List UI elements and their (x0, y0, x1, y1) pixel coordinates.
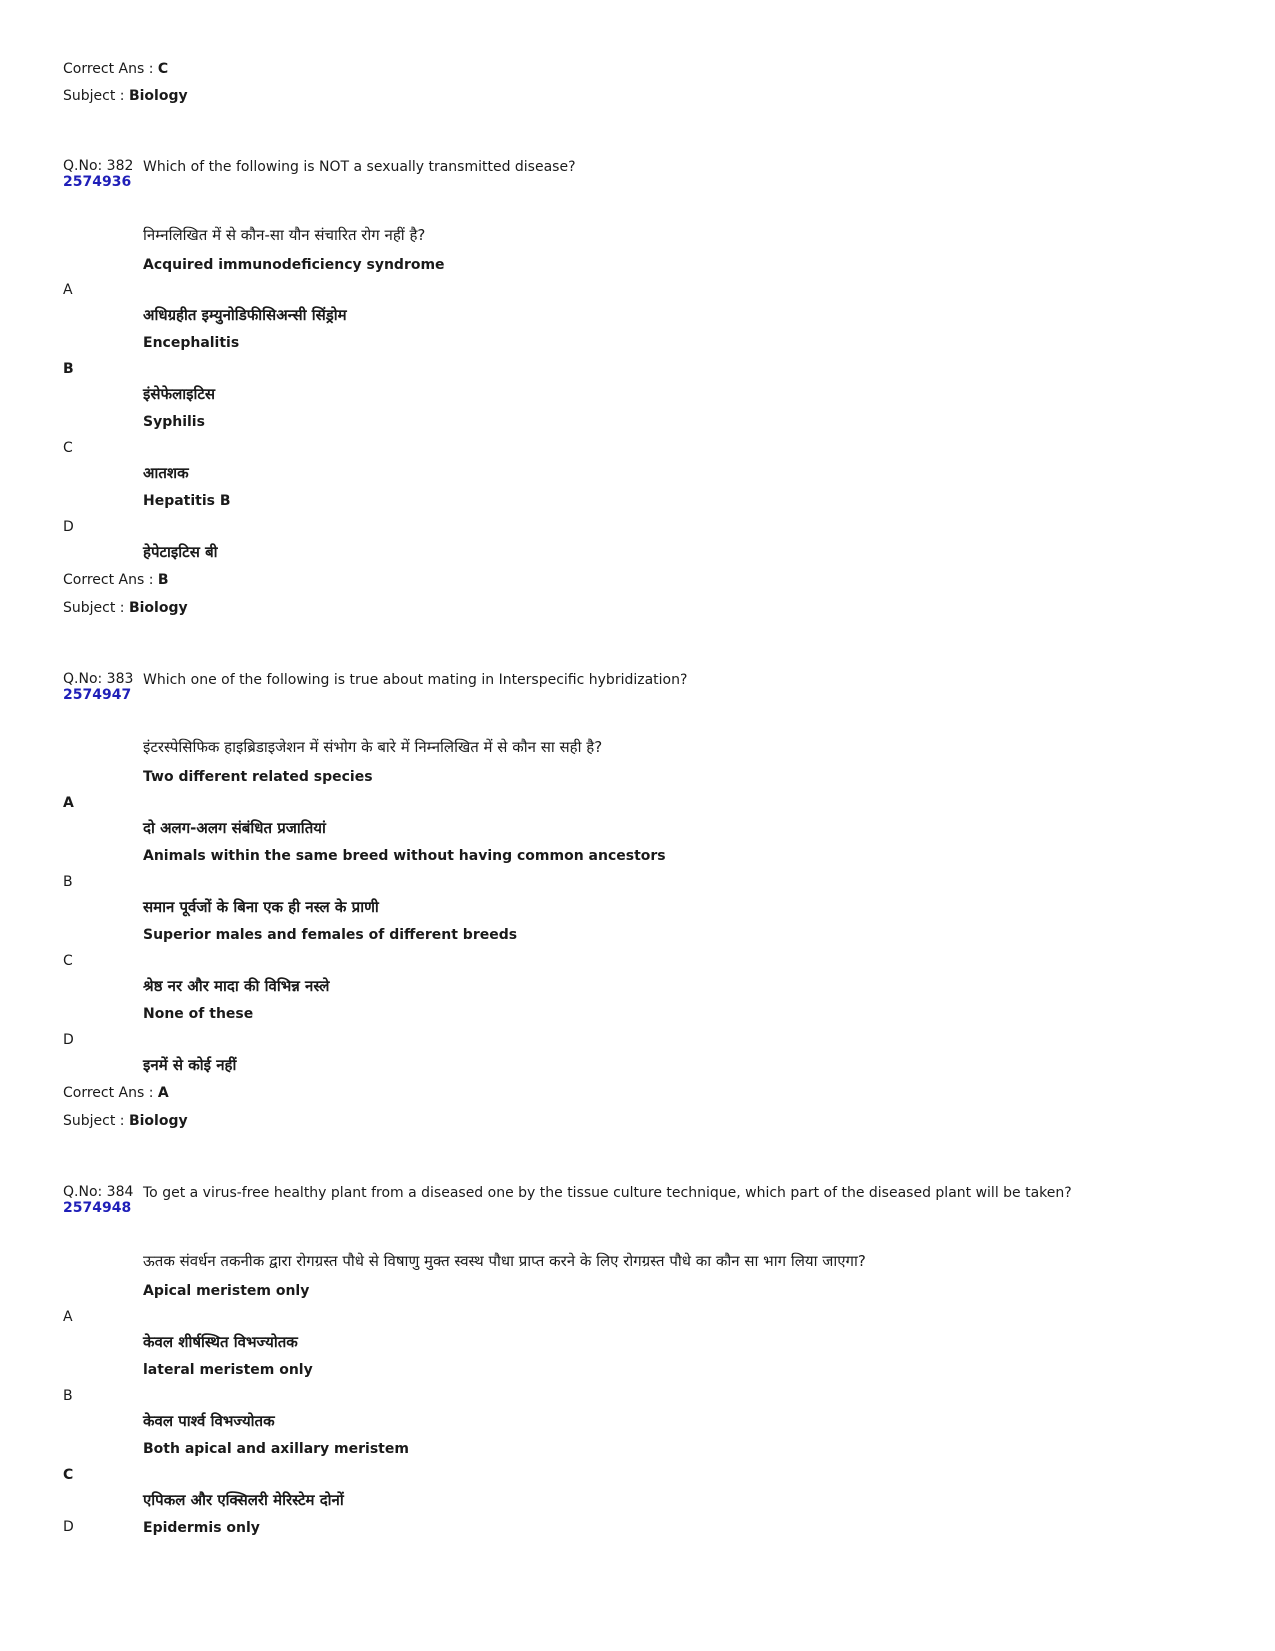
option-text: None of these (143, 1006, 254, 1022)
option-letter: A (63, 282, 73, 298)
option-letter: D (63, 519, 74, 535)
option-text-hindi: केवल पार्श्व विभज्योतक (143, 1412, 275, 1430)
question-number: Q.No: 383 (63, 671, 134, 687)
option-text: Animals within the same breed without having common ancestors (143, 848, 666, 864)
option-letter: D (63, 1032, 74, 1048)
option-text: Two different related species (143, 769, 373, 785)
question-text-hindi: इंटरस्पेसिफिक हाइब्रिडाइजेशन में संभोग के बारे में निम्नलिखित में से कौन सा सही है? (143, 738, 603, 756)
option-letter: C (63, 440, 73, 456)
option-text: Both apical and axillary meristem (143, 1441, 409, 1457)
option-text-hindi: इनमें से कोई नहीं (143, 1056, 237, 1074)
option-text: Superior males and females of different breeds (143, 927, 518, 943)
option-text-hindi: समान पूर्वजों के बिना एक ही नस्ल के प्राणी (143, 898, 379, 916)
question-id: 2574947 (63, 687, 132, 703)
question-text-hindi: ऊतक संवर्धन तकनीक द्वारा रोगग्रस्त पौधे से विषाणु मुक्त स्वस्थ पौधा प्राप्त करने के लिए रोगग्रस्त पौधे का कौन सा भाग लिया जाएगा? (143, 1252, 866, 1270)
option-letter: B (63, 1388, 73, 1404)
option-letter: D (63, 1519, 74, 1535)
question-id: 2574936 (63, 174, 132, 190)
option-text-hindi: श्रेष्ठ नर और मादा की विभिन्न नस्ले (143, 977, 330, 995)
option-text-hindi: इंसेफेलाइटिस (143, 385, 216, 403)
question-text-hindi: निम्नलिखित में से कौन-सा यौन संचारित रोग नहीं है? (143, 226, 426, 244)
option-letter: C (63, 1467, 74, 1483)
question-text: To get a virus-free healthy plant from a diseased one by the tissue culture technique, which part of the diseased plant will be taken? (143, 1185, 1072, 1201)
option-text: Epidermis only (143, 1520, 260, 1536)
question-number: Q.No: 384 (63, 1184, 134, 1200)
option-letter: B (63, 361, 74, 377)
subject: Subject : Biology (63, 600, 188, 616)
question-text: Which of the following is NOT a sexually transmitted disease? (143, 159, 576, 175)
question-id: 2574948 (63, 1200, 132, 1216)
option-text-hindi: दो अलग-अलग संबंधित प्रजातियां (143, 819, 326, 837)
option-letter: A (63, 795, 74, 811)
subject: Subject : Biology (63, 1113, 188, 1129)
option-text: Acquired immunodeficiency syndrome (143, 257, 445, 273)
option-text: Hepatitis B (143, 493, 231, 509)
option-letter: B (63, 874, 73, 890)
option-text-hindi: आतशक (143, 464, 189, 482)
correct-answer: Correct Ans : A (63, 1085, 169, 1101)
question-number: Q.No: 382 (63, 158, 134, 174)
option-text-hindi: केवल शीर्षस्थित विभज्योतक (143, 1333, 298, 1351)
option-text: Apical meristem only (143, 1283, 310, 1299)
option-text: Syphilis (143, 414, 205, 430)
option-text-hindi: हेपेटाइटिस बी (143, 543, 218, 561)
question-text: Which one of the following is true about mating in Interspecific hybridization? (143, 672, 688, 688)
correct-answer: Correct Ans : C (63, 61, 169, 77)
option-letter: A (63, 1309, 73, 1325)
option-letter: C (63, 953, 73, 969)
subject: Subject : Biology (63, 88, 188, 104)
option-text-hindi: एपिकल और एक्सिलरी मेरिस्टेम दोनों (143, 1491, 344, 1509)
option-text: Encephalitis (143, 335, 240, 351)
option-text-hindi: अधिग्रहीत इम्युनोडिफीसिअन्सी सिंड्रोम (143, 306, 347, 324)
correct-answer: Correct Ans : B (63, 572, 169, 588)
option-text: lateral meristem only (143, 1362, 313, 1378)
